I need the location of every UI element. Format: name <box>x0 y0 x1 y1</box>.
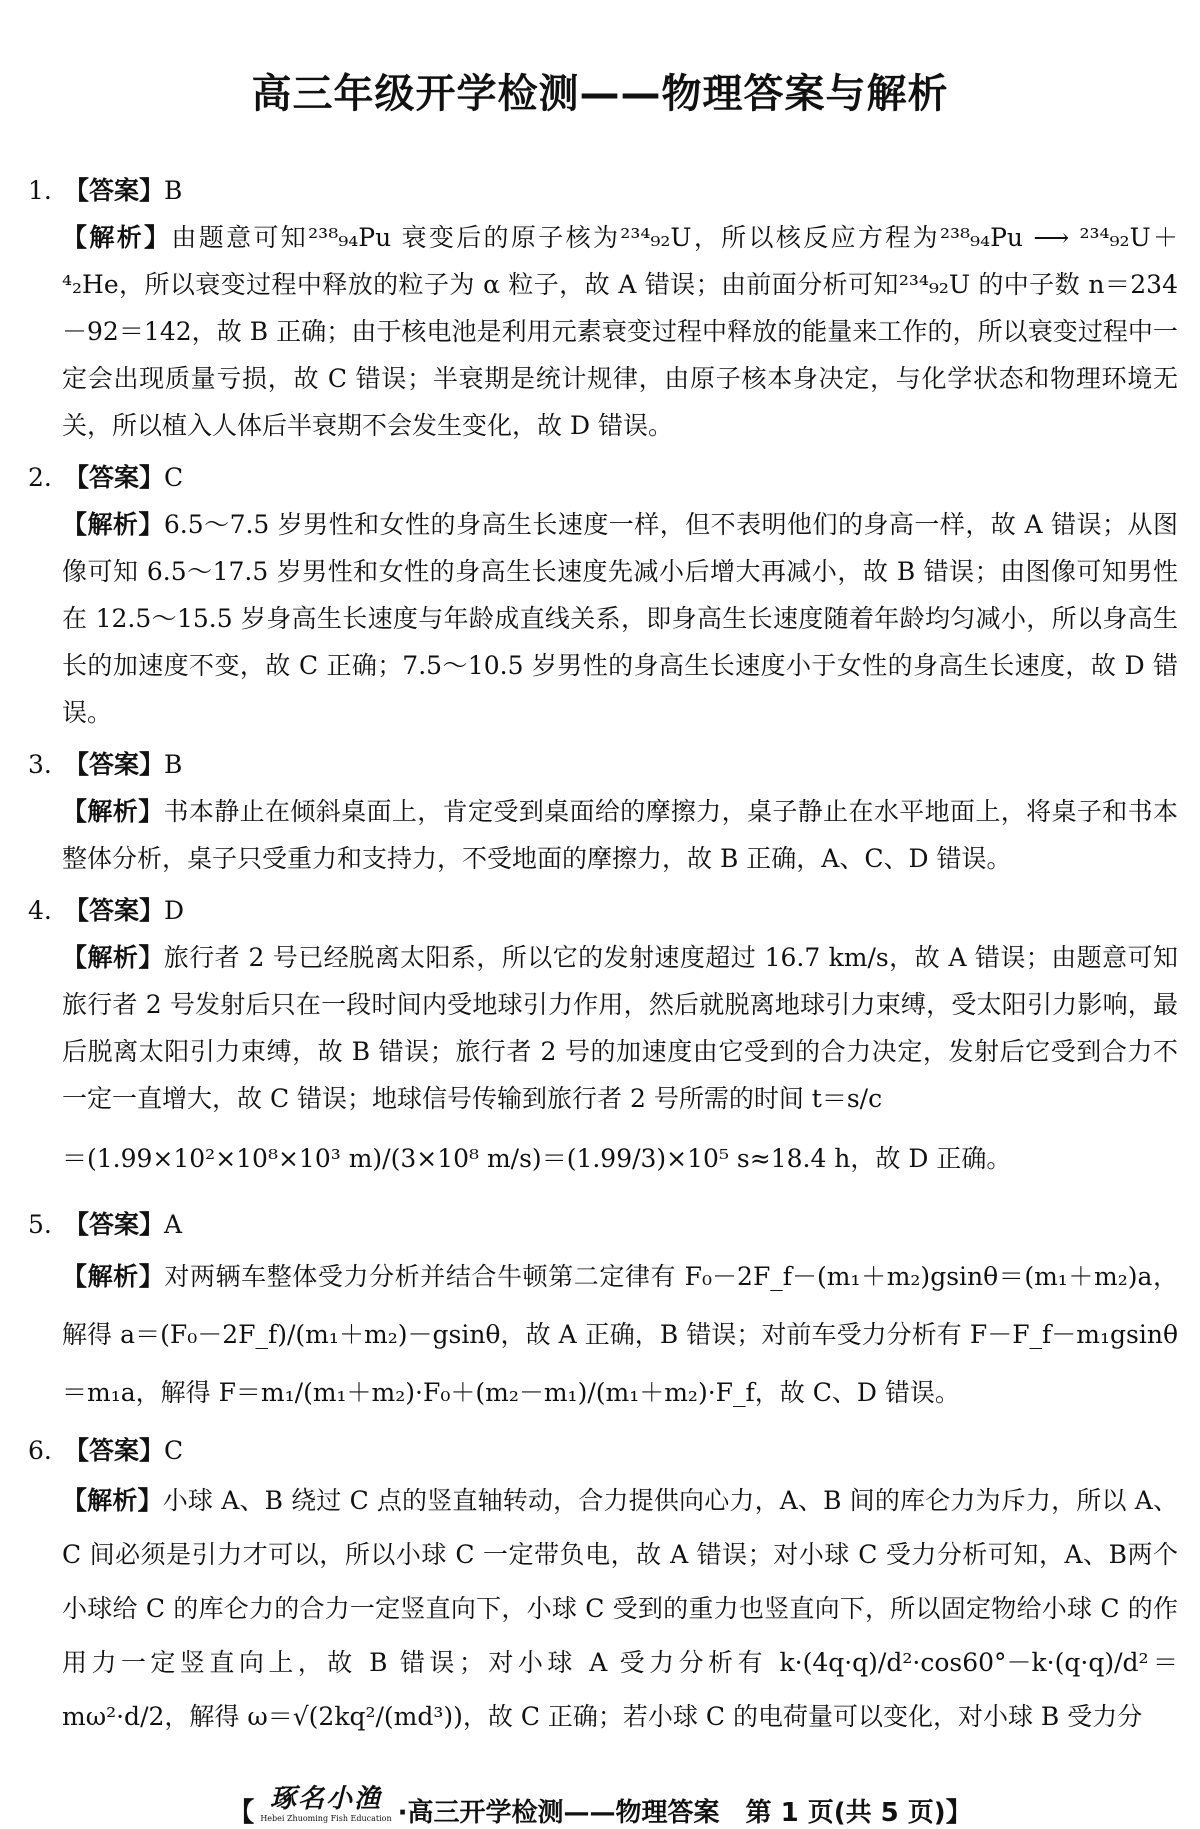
analysis-body: 由题意可知²³⁸₉₄Pu 衰变后的原子核为²³⁴₉₂U，所以核反应方程为²³⁸₉₄Pu ⟶ ²³⁴₉₂U＋⁴₂He，所以衰变过程中释放的粒子为 α 粒子，故 A 错误；由前面分析可知²³⁴₉₂U 的中子数 n＝234－92＝142，故 B 正确；由于核电池是利用元素衰变过程中释放的能量来工作的，所以衰变过程中一定会出现质量亏损，故 C 错误；半衰期是统计规律，由原子核本身决定，与化学状态和物理环境无关，所以植入人体后半衰期不会发生变化，故 D 错误。 <box>62 223 1178 440</box>
answer-value: A <box>164 1210 183 1239</box>
answer-value: B <box>164 176 183 205</box>
analysis-body: 旅行者 2 号已经脱离太阳系，所以它的发射速度超过 16.7 km/s，故 A 错误；由题意可知旅行者 2 号发射后只在一段时间内受地球引力作用，然后就脱离地球引力束缚，受太阳引力影响，最后脱离太阳引力束缚，故 B 错误；旅行者 2 号的加速度由它受到的合力决定，发射后它受到合力不一定一直增大，故 C 错误；地球信号传输到旅行者 2 号所需的时间 t＝s/c <box>62 943 1178 1113</box>
question-number: 5. <box>28 1210 52 1239</box>
answer-line <box>28 168 1178 214</box>
analysis-text <box>62 934 1178 1122</box>
question-3 <box>28 742 1178 882</box>
question-number: 1. <box>28 176 52 205</box>
answer-list <box>28 168 1178 1750</box>
answer-label: 【答案】 <box>64 750 165 779</box>
answer-line <box>28 1428 1178 1474</box>
question-2 <box>28 455 1178 736</box>
answer-label: 【答案】 <box>64 1436 165 1465</box>
analysis-label: 【解析】 <box>62 510 164 539</box>
analysis-text <box>62 501 1178 736</box>
footer-right-bracket: 】 <box>945 1798 972 1828</box>
publisher-logo <box>254 1778 397 1823</box>
question-6 <box>28 1428 1178 1744</box>
logo-text: 琢名小渔 <box>269 1784 382 1814</box>
analysis-label: 【解析】 <box>62 943 164 972</box>
answer-label: 【答案】 <box>64 1210 165 1239</box>
analysis-label: 【解析】 <box>62 1486 163 1515</box>
analysis-text <box>62 1248 1178 1422</box>
answer-label: 【答案】 <box>64 896 165 925</box>
page-title: 高三年级开学检测——物理答案与解析 <box>251 71 949 117</box>
question-4 <box>28 888 1178 1196</box>
answer-line <box>28 888 1178 934</box>
answer-line <box>28 1202 1178 1248</box>
analysis-body: 小球 A、B 绕过 C 点的竖直轴转动，合力提供向心力，A、B 间的库仑力为斥力，所以 A、C 间必须是引力才可以，所以小球 C 一定带负电，故 A 错误；对小球 C 受力分析可知，A、B两个小球给 C 的库仑力的合力一定竖直向下，小球 C 受到的重力也竖直向下，所以固定物给小球 C 的作用力一定竖直向上，故 B 错误；对小球 A 受力分析有 k·(4q·q)/d²·cos60°－k·(q·q)/d²＝mω²·d/2，解得 ω＝√(2kq²/(md³))，故 C 正确；若小球 C 的电荷量可以变化，对小球 B 受力分 <box>62 1486 1178 1731</box>
analysis-text <box>62 214 1178 449</box>
answer-value: C <box>164 463 184 492</box>
analysis-body: 书本静止在倾斜桌面上，肯定受到桌面给的摩擦力，桌子静止在水平地面上，将桌子和书本整体分析，桌子只受重力和支持力，不受地面的摩擦力，故 B 正确，A、C、D 错误。 <box>62 797 1178 873</box>
logo-subtext: Hebei Zhuoming Fish Education <box>260 1814 392 1823</box>
answer-label: 【答案】 <box>64 463 165 492</box>
formula-line: ＝(1.99×10²×10⁸×10³ m)/(3×10⁸ m/s)＝(1.99/3)×10⁵ s≈18.4 h，故 D 正确。 <box>62 1144 1012 1173</box>
analysis-text <box>62 1474 1178 1744</box>
question-number: 4. <box>28 896 52 925</box>
answer-value: B <box>164 750 183 779</box>
answer-value: C <box>164 1436 184 1465</box>
analysis-body: 6.5～7.5 岁男性和女性的身高生长速度一样，但不表明他们的身高一样，故 A 错误；从图像可知 6.5～17.5 岁男性和女性的身高生长速度先减小后增大再减小，故 B 错误；由图像可知男性在 12.5～15.5 岁身高生长速度与年龄成直线关系，即身高生长速度随着年龄均匀减小，所以身高生长的加速度不变，故 C 正确；7.5～10.5 岁男性的身高生长速度小于女性的身高生长速度，故 D 错误。 <box>62 510 1178 727</box>
analysis-label: 【解析】 <box>62 1262 165 1291</box>
answer-value: D <box>164 896 185 925</box>
answer-line <box>28 455 1178 501</box>
analysis-text <box>62 788 1178 882</box>
answer-line <box>28 742 1178 788</box>
question-5 <box>28 1202 1178 1422</box>
question-number: 2. <box>28 463 52 492</box>
answer-label: 【答案】 <box>64 176 165 205</box>
footer-text: ·高三开学检测——物理答案 第 1 页(共 5 页) <box>397 1798 946 1828</box>
question-number: 3. <box>28 750 52 779</box>
page-footer <box>0 1778 1200 1829</box>
question-number: 6. <box>28 1436 52 1465</box>
analysis-label: 【解析】 <box>62 223 172 252</box>
question-1 <box>28 168 1178 449</box>
footer-left-bracket: 【 <box>228 1798 255 1828</box>
analysis-body: 对两辆车整体受力分析并结合牛顿第二定律有 F₀－2F_f－(m₁＋m₂)gsinθ＝(m₁＋m₂)a，解得 a＝(F₀－2F_f)/(m₁＋m₂)－gsinθ，故 A 正确，B 错误；对前车受力分析有 F－F_f－m₁gsinθ＝m₁a，解得 F＝m₁/(m₁＋m₂)·F₀＋(m₂－m₁)/(m₁＋m₂)·F_f，故 C、D 错误。 <box>62 1262 1178 1407</box>
analysis-label: 【解析】 <box>62 797 164 826</box>
